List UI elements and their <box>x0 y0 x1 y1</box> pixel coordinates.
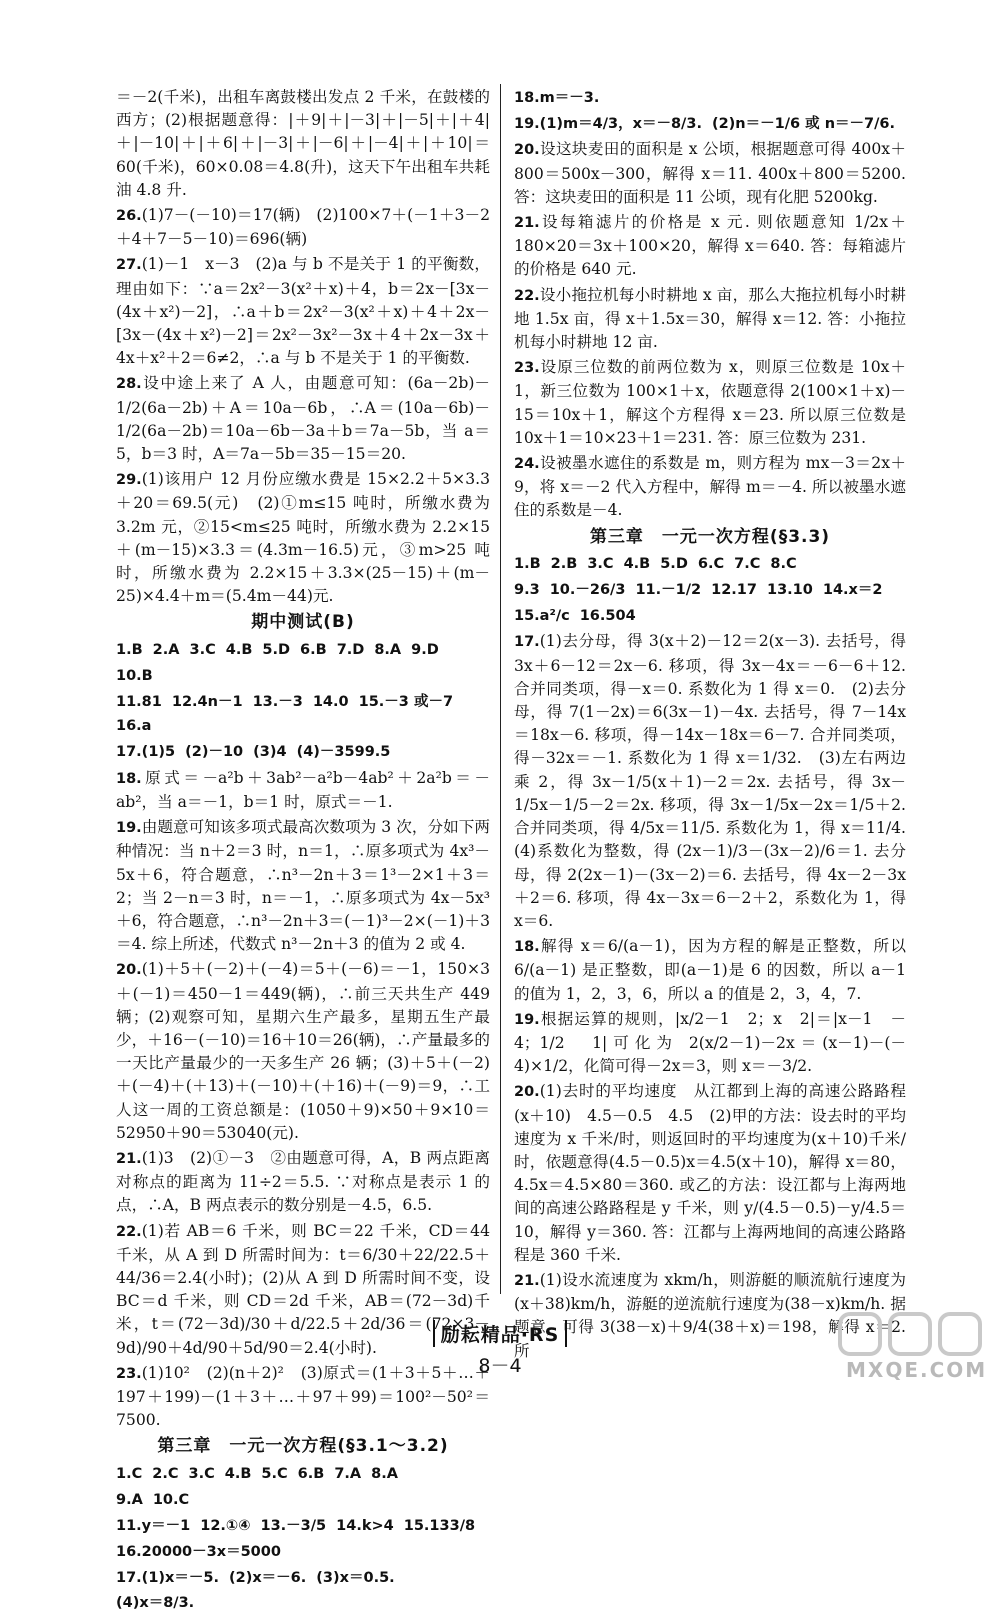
answer-item: 4.B <box>225 641 253 658</box>
solution-text: (1)－1 x－3 (2)a 与 b 不是关于 1 的平衡数，理由如下：∵a＝2x²－3(x²＋x)＋4，b＝2x－[3x－(4x＋x²)－2]，∴a＋b＝2x²－3(x²＋x)＋4＋2x－[3x－(4x＋x²)－2]＝2x²－3x²－3x＋4＋2x－3x＋4x＋x²＋2＝6≠2，∴a 与 b 不是关于 1 的平衡数. <box>116 255 490 368</box>
answer-row <box>116 664 490 688</box>
section-heading: 期中测试(B) <box>251 612 355 633</box>
right-column <box>514 86 922 1365</box>
solution-paragraph <box>116 1147 490 1218</box>
answer-row <box>116 1514 490 1538</box>
question-number: 21. <box>514 215 540 232</box>
answer-item: 7.C <box>734 555 761 572</box>
answer-item: 8.C <box>770 555 797 572</box>
answer-item: 13.10 <box>766 582 813 599</box>
answer-item: (2)－10 <box>185 744 244 761</box>
question-number: 19. <box>116 820 142 837</box>
answer-item: 12.①④ <box>200 1517 251 1534</box>
answer-item: 11.－1/2 <box>635 582 702 599</box>
answer-item: 2.B <box>550 555 578 572</box>
solution-text: (1)该用户 12 月份应缴水费是 15×2.2＋5×3.3＋20＝69.5(元) (2)①m≤15 吨时，所缴水费为 3.2m 元，②15<m≤25 吨时，所缴水费为 2.2×15＋(m－15)×3.3＝(4.3m－16.5)元，③m>25 吨时，所缴水费为 2.2×15＋3.3×(25－15)＋(m－25)×4.4＋m＝(5.4m－44)元. <box>116 470 490 606</box>
answer-item: 17.(1)x＝－5. <box>116 1570 219 1587</box>
answer-item: 1.C <box>116 1465 143 1482</box>
answer-item: 5.D <box>660 555 688 572</box>
answer-item: 13.－3/5 <box>260 1517 327 1534</box>
question-number: 19. <box>514 1011 540 1028</box>
answer-item: 10.－26/3 <box>549 582 626 599</box>
answer-row <box>514 604 906 628</box>
answer-item: 16.504 <box>579 608 636 625</box>
solution-paragraph <box>116 204 490 251</box>
answer-row <box>514 552 906 576</box>
solution-text: (1)若 AB＝6 千米，则 BC＝22 千米，CD＝44 千米，从 A 到 D 所需时间为：t＝6/30＋22/22.5＋44/36＝2.4(小时)；(2)从 A 到 D 所需时间不变，设 BC＝d 千米，则 CD＝2d 千米，AB＝(72－3d)千米，t＝(72－3d)/30＋d/22.5＋2d/36＝(72×3－9d)/90＋4d/90＋5d/90＝2.4(小时). <box>116 1221 490 1357</box>
answer-row <box>514 578 906 602</box>
solution-paragraph <box>514 211 906 282</box>
answer-item: 3.C <box>587 555 614 572</box>
question-number: 20. <box>116 962 142 979</box>
section-heading: 第三章 一元一次方程(§3.3) <box>589 526 831 547</box>
answer-item: 6.B <box>300 641 327 658</box>
solution-text: (1)7－(－10)＝17(辆) (2)100×7＋(－1＋3－2＋4＋7－5－10)＝696(辆) <box>116 206 490 249</box>
question-number: 26. <box>116 208 142 225</box>
answer-item: 2.A <box>152 641 180 658</box>
answer-item: 14.0 <box>312 694 349 711</box>
solution-text: 根据运算的规则，|x/2－1 2；x 2|＝|x－1 －4；1/2 1|可化为 2(x/2－1)－2x＝(x－1)－(－4)×1/2，化简可得－2x＝3，则 x＝－3/2. <box>514 1009 906 1076</box>
answer-item: (4)－3599.5 <box>296 744 391 761</box>
solution-paragraph <box>514 284 906 355</box>
solution-paragraph <box>116 468 490 608</box>
answer-item: 11.y＝－1 <box>116 1517 191 1534</box>
answer-item: 16.20000－3x＝5000 <box>116 1544 281 1561</box>
answer-item: 11.81 <box>116 694 162 711</box>
answer-item: (3)x＝0.5. <box>316 1570 395 1587</box>
page-number: 8－4 <box>478 1355 522 1377</box>
question-number: 27. <box>116 257 142 274</box>
question-number: 23. <box>116 1365 142 1382</box>
solution-paragraph <box>514 1080 922 1267</box>
answer-row <box>116 740 490 764</box>
answer-row <box>116 1462 490 1486</box>
solution-paragraph <box>116 372 490 466</box>
solution-text: 设中途上来了 A 人，由题意可知：(6a－2b)－1/2(6a－2b)＋A＝10a－6b，∴A＝(10a－6b)－1/2(6a－2b)＝10a－6b－3a＋b＝7a－5b，当 a＝5，b＝3 时，A＝7a－5b＝35－15＝20. <box>116 374 490 464</box>
question-number: 23. <box>514 360 540 377</box>
answer-row <box>116 690 490 738</box>
answer-item: 19.(1)m＝4/3，x＝－8/3. <box>514 116 702 133</box>
answer-item: (2)n＝－1/6 或 n＝－7/6. <box>711 116 895 133</box>
solution-paragraph <box>514 356 906 450</box>
answer-item: (3)4 <box>253 744 287 761</box>
solution-text: (1)10² (2)(n＋2)² (3)原式＝(1＋3＋5＋…＋197＋199)－(1＋3＋…＋97＋99)＝100²－50²＝7500. <box>116 1363 490 1430</box>
section-heading: 第三章 一元一次方程(§3.1～3.2) <box>157 1436 449 1457</box>
solution-paragraph <box>116 86 490 202</box>
answer-row <box>116 1540 490 1564</box>
solution-text: 原式＝－a²b＋3ab²－a²b－4ab²＋2a²b＝－ab²，当 a＝－1，b＝1 时，原式＝－1. <box>116 768 490 811</box>
answer-item: 9.D <box>411 641 439 658</box>
answer-item: 5.D <box>262 641 291 658</box>
answer-item: 15.a²/c <box>514 608 570 625</box>
solution-paragraph <box>514 452 906 523</box>
solution-paragraph <box>514 138 906 209</box>
question-number: 21. <box>514 1272 540 1289</box>
answer-item: 10.C <box>152 1491 190 1508</box>
answer-item: 7.D <box>336 641 365 658</box>
answer-item: 18.m＝－3. <box>514 90 600 106</box>
answer-item: (2)x＝－6. <box>228 1570 307 1587</box>
answer-item: 4.B <box>224 1465 252 1482</box>
answer-item: 1.B <box>514 555 541 572</box>
left-column <box>116 86 490 1617</box>
answer-item: 10.B <box>116 667 153 684</box>
solution-text: (1)3 (2)①－3 ②由题意可得，A，B 两点距离对称点的距离为 11÷2＝5.5. ∵对称点是表示 1 的点，∴A，B 两点表示的数分别是－4.5，6.5. <box>116 1148 490 1215</box>
solution-text: 设每箱滤片的价格是 x 元. 则依题意知 1/2x＋180×20＝3x＋100×20，解得 x＝640. 答：每箱滤片的价格是 640 元. <box>514 213 906 279</box>
answer-item: 3.C <box>188 1465 215 1482</box>
watermark-text: MXQE.COM <box>846 1358 988 1382</box>
answer-item: 8.A <box>371 1465 398 1482</box>
question-number: 17. <box>514 634 540 651</box>
answer-item: 1.B <box>116 641 143 658</box>
question-number: 18. <box>514 939 540 956</box>
answer-row <box>514 86 906 110</box>
answer-item: 3.C <box>189 641 216 658</box>
answer-item: 6.C <box>697 555 725 572</box>
solution-text: (1)设水流速度为 xkm/h，则游艇的顺流航行速度为(x＋38)km/h，游艇的逆流航行速度为(38－x)km/h. 据题意，可得 3(38－x)＋9/4(38＋x)＝198，解得 x＝2. 所 <box>514 1270 906 1360</box>
answer-item: 5.C <box>261 1465 288 1482</box>
solution-paragraph <box>514 935 906 1006</box>
answer-item: 7.A <box>334 1465 362 1482</box>
answer-item: (4)x＝8/3. <box>116 1594 195 1611</box>
solution-text: ＝－2(千米)，出租车离鼓楼出发点 2 千米，在鼓楼的西方；(2)根据题意得：|＋9|＋|－3|＋|－5|＋|＋4|＋|－10|＋|＋6|＋|－3|＋|－6|＋|－4|＋|＋10|＝60(千米)，60×0.08＝4.8(升)，这天下午出租车共耗油 4.8 升. <box>116 88 490 199</box>
solution-text: 设这块麦田的面积是 x 公顷，根据题意可得 400x＋800＝500x－300，解得 x＝11. 400x＋800＝5200. 答：这块麦田的面积是 11 公顷，现有化肥 5200kg. <box>514 140 906 206</box>
solution-paragraph <box>116 253 490 370</box>
solution-paragraph <box>514 630 922 933</box>
solution-paragraph <box>116 767 490 814</box>
solution-paragraph <box>116 816 490 956</box>
question-number: 24. <box>514 456 540 473</box>
answer-item: 14.k>4 <box>336 1517 394 1534</box>
answer-row <box>514 112 906 136</box>
question-number: 22. <box>116 1223 142 1240</box>
question-number: 29. <box>116 472 142 489</box>
solution-paragraph <box>116 958 490 1145</box>
answer-item: 13.－3 <box>252 694 303 711</box>
solution-text: 设小拖拉机每小时耕地 x 亩，那么大拖拉机每小时耕地 1.5x 亩，得 x＋1.5x＝30，解得 x＝12. 答：小拖拉机每小时耕地 12 亩. <box>514 285 906 352</box>
question-number: 20. <box>514 142 540 159</box>
answer-item: 6.B <box>297 1465 325 1482</box>
solution-text: (1)去分母，得 3(x＋2)－12＝2(x－3). 去括号，得 3x＋6－12＝2x－6. 移项，得 3x－4x＝－6－6＋12. 合并同类项，得－x＝0. 系数化为 1 得 x＝0. (2)去分母，得 7(1－2x)＝6(3x－1)－4x. 去括号，得 7－14x＝18x－6. 移项，得－14x－18x＝6－7. 合并同类项，得－32x＝－1. 系数化为 1 得 x＝1/32. (3)左右两边乘 2，得 3x－1/5(x＋1)－2＝2x. 去括号，得 3x－1/5x－1/5－2＝2x. 移项，得 3x－1/5x－2x＝1/5＋2. 合并同类项，得 4/5x＝11/5. 系数化为 1，得 x＝11/4. (4)系数化为整数，得 (2x－1)/3－(3x－2)/6＝1. 去分母，得 2(2x－1)－(3x－2)＝6. 去括号，得 4x－2－3x＋2＝6. 移项，得 4x－3x＝6－2＋2，系数化为 1，得 x＝6. <box>514 632 922 930</box>
answer-row <box>116 638 490 662</box>
question-number: 22. <box>514 287 540 304</box>
brand-logo: 励耘精品·RS <box>433 1320 568 1347</box>
answer-item: 16.a <box>116 718 152 735</box>
answer-item: 9.A <box>116 1491 143 1508</box>
answer-item: 2.C <box>152 1465 179 1482</box>
solution-text: 解得 x＝6/(a－1)，因为方程的解是正整数，所以 6/(a－1) 是正整数，即(a－1)是 6 的因数，所以 a－1 的值为 1，2，3，6，所以 a 的值是 2，3，4，7. <box>514 937 906 1003</box>
answer-item: 14.x＝2 <box>822 582 883 599</box>
solution-paragraph <box>514 1008 906 1079</box>
answer-row <box>116 1566 490 1614</box>
answer-item: 15.133/8 <box>403 1517 476 1534</box>
answer-item: 8.A <box>374 641 402 658</box>
question-number: 28. <box>116 376 142 393</box>
column-divider <box>500 84 501 1294</box>
solution-text: 设被墨水遮住的系数是 m，则方程为 mx－3＝2x＋9，将 x＝－2 代入方程中，解得 m＝－4. 所以被墨水遮住的系数是－4. <box>514 454 906 520</box>
answer-item: 12.17 <box>711 582 757 599</box>
answer-item: 12.4n－1 <box>171 694 243 711</box>
answer-row <box>116 1488 490 1512</box>
question-number: 20. <box>514 1084 540 1101</box>
answer-item: 15.－3 或－7 <box>358 694 454 711</box>
answer-item: 4.B <box>623 555 651 572</box>
question-number: 18. <box>116 770 142 787</box>
solution-text: (1)去时的平均速度 从江都到上海的高速公路路程 (x＋10) 4.5－0.5 4.5 (2)甲的方法：设去时的平均速度为 x 千米/时，则返回时的平均速度为(x＋10)千米/时，依题意得(4.5－0.5)x＝4.5(x＋10)，解得 x＝80，4.5x＝4.5×80＝360. 或乙的方法：设江都与上海两地间的高速公路路程是 y 千米，则 y/(4.5－0.5)－y/4.5＝10，解得 y＝360. 答：江都与上海两地间的高速公路路程是 360 千米. <box>514 1082 922 1264</box>
question-number: 21. <box>116 1150 142 1167</box>
solution-text: 设原三位数的前两位数为 x，则原三位数是 10x＋1，新三位数为 100×1＋x，依题意得 2(100×1＋x)－15＝10x＋1，解这个方程得 x＝23. 所以原三位数是 10x＋1＝10×23＋1＝231. 答：原三位数为 231. <box>514 358 906 447</box>
solution-text: 由题意可知该多项式最高次数项为 3 次，分如下两种情况：当 n＋2＝3 时，n＝1，∴原多项式为 4x³－5x＋6，符合题意，∴n³－2n＋3＝1³－2×1＋3＝2；当 2－n＝3 时，n＝－1，∴原多项式为 4x－5x³＋6，符合题意，∴n³－2n＋3＝(－1)³－2×(－1)＋3＝4. 综上所述，代数式 n³－2n＋3 的值为 2 或 4. <box>116 818 490 954</box>
solution-text: (1)＋5＋(－2)＋(－4)＝5＋(－6)＝－1，150×3＋(－1)＝450－1＝449(辆)，∴前三天共生产 449 辆；(2)观察可知，星期六生产最多，星期五生产最少，＋16－(－10)＝16＋10＝26(辆)，∴产量最多的一天比产量最少的一天多生产 26 辆；(3)＋5＋(－2)＋(－4)＋(＋13)＋(－10)＋(＋16)＋(－9)＝9，∴工人这一周的工资总额是：(1050＋9)×50＋9×10＝52950＋90＝53040(元). <box>116 960 490 1142</box>
answer-item: 17.(1)5 <box>116 744 176 761</box>
answer-item: 9.3 <box>514 582 540 599</box>
